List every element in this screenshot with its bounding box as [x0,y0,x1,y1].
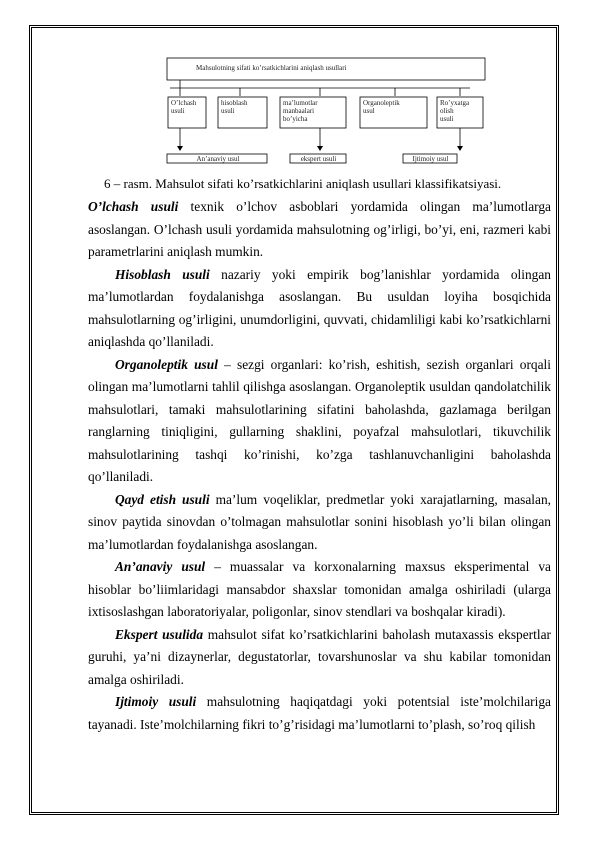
term: Hisoblash usuli [115,266,210,282]
paragraph-registration [88,489,551,557]
paragraph-text: ma’lum voqeliklar, predmetlar yoki xarajatlarning, masalan, sinov paytida sinovdan o’tolmagan mahsulotlar sonini hisoblash yo’li bilan olingan ma’lumotlardan foydalanishga asoslangan. [88,491,551,552]
body-text [88,196,551,736]
source-expert: ekspert usuli [300,155,337,163]
paragraph-organoleptic [88,354,551,489]
paragraph-measurement [88,196,551,264]
method-measurement: O’lchash usuli [171,99,197,115]
diagram-title: Mahsulotning sifati ko’rsatkichlarini aniqlash usullari [196,64,347,72]
method-organoleptic: Organoleptik usul [363,99,400,115]
paragraph-text: – sezgi organlari: ko’rish, eshitish, sezish organlari orqali olingan ma’lumotlarni tahlil qilishga asoslangan. Organoleptik usuldan qandolatchilik mahsulotlari, tamaki mahsulotlarining sifatini baholashda, gazlamaga berilgan ranglarning tiniqligini, gullarning shaklini, poyafzal mahsulotlari, tikuvchilik mahsulotlarining tashqi ko’rinishi, ko’zga tashlanuvchanligini baholashda qo’llaniladi. [88,356,551,484]
paragraph-text: texnik o’lchov asboblari yordamida olingan ma’lumotlarga asoslangan. O’lchash usuli yordamida mahsulotning og’irligi, bo’yi, eni, razmeri kabi parametrlarini aniqlash mumkin. [88,199,551,259]
method-by-sources: ma’lumotlar manbaalari bo’yicha [283,99,318,123]
term: Organoleptik usul [115,356,218,372]
classification-diagram [0,0,595,180]
paragraph-text: mahsulotning haqiqatdagi yoki potentsial iste’molchilariga tayanadi. Iste’molchilarning fikri to’g’risidagi ma’lumotlarni to’plash, so’roq qilish [88,694,551,732]
diagram-lines [0,0,595,180]
paragraph-text: – muassalar va korxonalarning maxsus eksperimental va hisoblar bo’liimlaridagi mansabdor shaxslar tomonidan amalga oshiriladi (ularga ixtisoslashgan laboratoriyalar, poligonlar, sinov stendlari va boshqalar kiradi). [88,559,551,619]
paragraph-text: mahsulot sifat ko’rsatkichlarini baholash mutaxassis ekspertlar guruhi, ya’ni dizaynerlar, degustatorlar, tovarshunoslar va shu kabilar tomonidan amalga oshiriladi. [88,626,551,687]
source-social: Ijtimoiy usul [412,155,449,163]
term: Ijtimoiy usuli [115,694,197,709]
source-traditional: An’anaviy usul [196,155,240,163]
paragraph-text: nazariy yoki empirik bog’lanishlar yordamida olingan ma’lumotlardan foydalanishga asoslangan. Bu usuldan loyiha bosqichida mahsulotlarning og’irligini, unumdorligini, quvvati, chidamliligi kabi ko’rsatkichlarni aniqlashda qo’llaniladi. [88,266,551,349]
method-calculation: hisoblash usuli [221,99,248,115]
paragraph-expert [88,624,551,692]
figure-caption: 6 – rasm. Mahsulot sifati ko’rsatkichlarini aniqlash usullari klassifikatsiyasi. [104,176,502,191]
term: O’lchash usuli [88,199,179,214]
paragraph-traditional [88,556,551,624]
term: Ekspert usulida [115,626,204,642]
term: Qayd etish usuli [115,491,210,507]
paragraph-calculation [88,264,551,354]
method-registration: Ro’yxatga olish usuli [440,99,470,123]
term: An’anaviy usul [115,559,206,574]
paragraph-social [88,691,551,736]
